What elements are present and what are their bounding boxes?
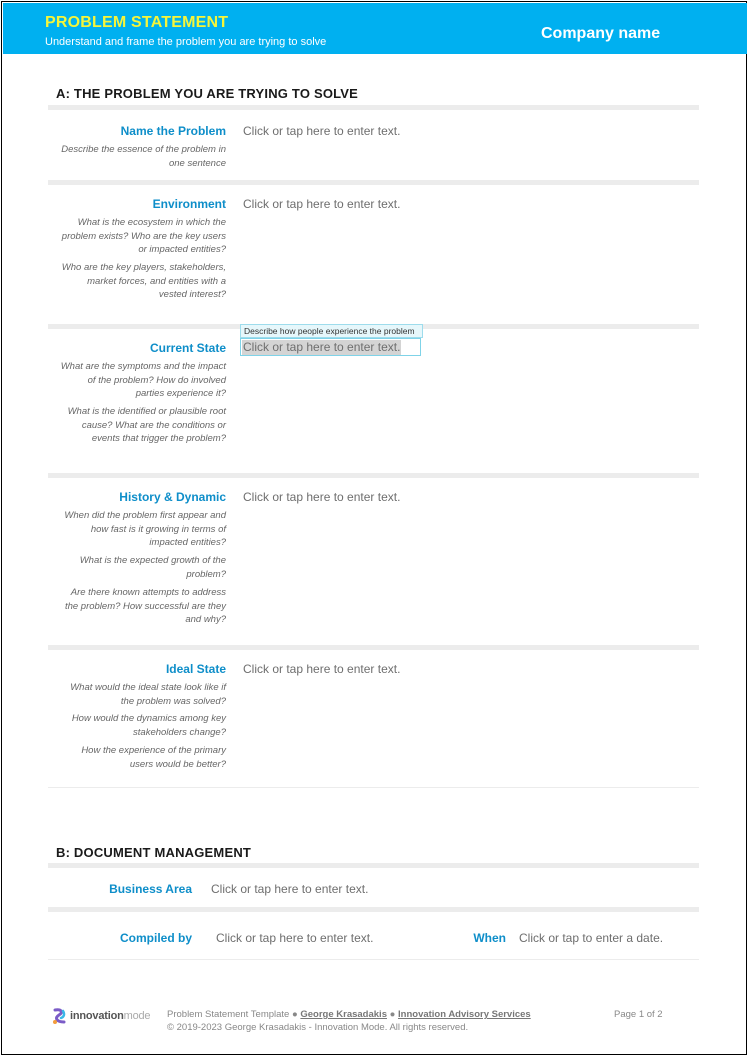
field-hint: Are there known attempts to address the problem? How successful are they and why? bbox=[64, 587, 226, 625]
section-b-title: B: DOCUMENT MANAGEMENT bbox=[56, 845, 252, 860]
ideal-state-input[interactable]: Click or tap here to enter text. bbox=[243, 662, 401, 676]
section-divider bbox=[48, 863, 699, 868]
field-divider bbox=[48, 473, 699, 478]
name-problem-input[interactable]: Click or tap here to enter text. bbox=[243, 124, 401, 138]
environment-input[interactable]: Click or tap here to enter text. bbox=[243, 197, 401, 211]
field-hint: What is the expected growth of the problem? bbox=[79, 555, 226, 580]
footer-copyright: © 2019-2023 George Krasadakis - Innovation Mode. All rights reserved. bbox=[167, 1022, 469, 1033]
field-label-history-dynamic: History & Dynamic bbox=[119, 490, 226, 504]
field-label-compiled-by: Compiled by bbox=[119, 931, 192, 945]
footer-credits: Problem Statement Template ● George Krasadakis ● Innovation Advisory Services bbox=[167, 1009, 531, 1020]
field-hint: What is the identified or plausible root cause? What are the conditions or events that trigger the problem? bbox=[67, 406, 226, 444]
field-label-ideal-state: Ideal State bbox=[165, 662, 226, 676]
current-state-input[interactable] bbox=[240, 338, 421, 356]
footer-author-link[interactable]: George Krasadakis bbox=[300, 1009, 387, 1020]
field-hint: How the experience of the primary users would be better? bbox=[81, 745, 226, 770]
compiled-by-input[interactable]: Click or tap here to enter text. bbox=[216, 931, 374, 945]
logo-text-light: mode bbox=[123, 1010, 151, 1022]
page-number: Page 1 of 2 bbox=[614, 1009, 663, 1020]
field-hint: What is the ecosystem in which the problem exists? Who are the key users or impacted entities? bbox=[61, 217, 226, 255]
business-area-input[interactable]: Click or tap here to enter text. bbox=[211, 882, 369, 896]
current-state-placeholder: Click or tap here to enter text. bbox=[243, 340, 401, 354]
field-label-business-area: Business Area bbox=[109, 882, 192, 896]
field-hint: How would the dynamics among key stakeholders change? bbox=[71, 713, 226, 738]
footer-org-link[interactable]: Innovation Advisory Services bbox=[398, 1009, 531, 1020]
field-label-name-problem: Name the Problem bbox=[120, 124, 226, 138]
field-hint: What are the symptoms and the impact of the problem? How do involved parties experience it? bbox=[60, 361, 226, 399]
field-hint: When did the problem first appear and how fast is it growing in terms of impacted entities? bbox=[64, 510, 226, 548]
field-divider bbox=[48, 180, 699, 185]
field-divider bbox=[48, 959, 699, 960]
when-date-input[interactable]: Click or tap to enter a date. bbox=[519, 931, 664, 945]
field-hint: Describe the essence of the problem in one sentence bbox=[61, 144, 226, 169]
field-hint: Who are the key players, stakeholders, market forces, and entities with a vested interest? bbox=[61, 262, 226, 300]
section-divider bbox=[48, 105, 699, 110]
field-divider bbox=[48, 645, 699, 650]
document-title: PROBLEM STATEMENT bbox=[45, 14, 229, 31]
field-divider bbox=[48, 787, 699, 788]
field-label-environment: Environment bbox=[152, 197, 226, 211]
field-label-current-state: Current State bbox=[149, 341, 226, 355]
field-divider bbox=[48, 907, 699, 912]
document-subtitle: Understand and frame the problem you are trying to solve bbox=[45, 36, 327, 48]
field-tooltip: Describe how people experience the problem bbox=[240, 324, 423, 338]
footer-template-name: Problem Statement Template bbox=[167, 1009, 290, 1020]
section-a-title: A: THE PROBLEM YOU ARE TRYING TO SOLVE bbox=[56, 86, 359, 101]
field-label-when: When bbox=[473, 931, 506, 945]
logo-mark-icon bbox=[52, 1008, 68, 1025]
company-name[interactable]: Company name bbox=[541, 25, 661, 42]
innovation-mode-logo bbox=[52, 1007, 162, 1027]
header-banner bbox=[3, 3, 747, 54]
field-hint: What would the ideal state look like if the problem was solved? bbox=[70, 682, 226, 707]
logo-text-bold: innovation bbox=[70, 1010, 124, 1022]
history-dynamic-input[interactable]: Click or tap here to enter text. bbox=[243, 490, 401, 504]
